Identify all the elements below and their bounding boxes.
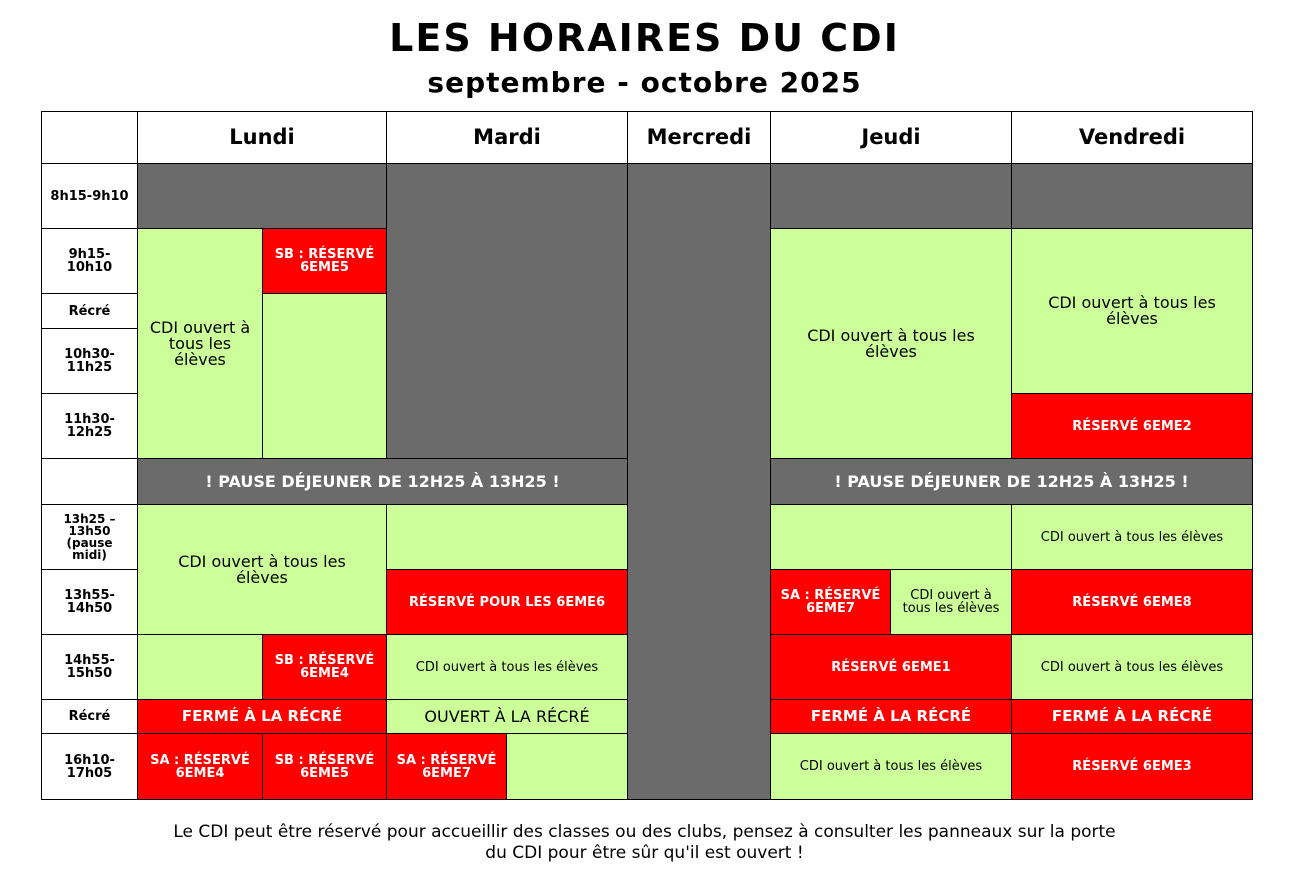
lundi-open-extension [263, 294, 387, 459]
jeudi-cdi-ouvert-1355: CDI ouvert à tous les élèves [891, 570, 1012, 635]
lundi-sb-reserve-6eme5: SB : RÉSERVÉ 6EME5 [263, 229, 387, 294]
footer-note: Le CDI peut être réservé pour accueillir des classes ou des clubs, pensez à consulter les panneaux sur la porte du CDI pour être sûr qu'il est ouvert ! [173, 822, 1116, 863]
lundi-cdi-ouvert-matin: CDI ouvert à tous les élèves [138, 229, 263, 459]
time-label: 11h30- 12h25 [42, 394, 138, 459]
schedule-table [41, 111, 1253, 800]
closed-cell-lundi [138, 164, 387, 229]
time-label: 16h10- 17h05 [42, 734, 138, 800]
time-label: 10h30- 11h25 [42, 329, 138, 394]
lundi-cdi-ouvert-aprem: CDI ouvert à tous les élèves [138, 505, 387, 635]
lundi-sa-reserve-6eme4: SA : RÉSERVÉ 6EME4 [138, 734, 263, 800]
day-header-jeudi: Jeudi [771, 112, 1012, 164]
day-header-mardi: Mardi [387, 112, 628, 164]
lundi-open-1455 [138, 635, 263, 700]
time-label: Récré [42, 294, 138, 329]
closed-cell-mercredi [628, 164, 771, 800]
corner-cell [42, 112, 138, 164]
jeudi-sa-reserve-6eme7: SA : RÉSERVÉ 6EME7 [771, 570, 891, 635]
time-label: 14h55- 15h50 [42, 635, 138, 700]
closed-cell-vendredi [1012, 164, 1253, 229]
time-label: Récré [42, 700, 138, 734]
mardi-open-1325 [387, 505, 628, 570]
jeudi-open-1325 [771, 505, 1012, 570]
day-header-lundi: Lundi [138, 112, 387, 164]
page-subtitle: septembre - octobre 2025 [427, 66, 862, 99]
time-label: 8h15-9h10 [42, 164, 138, 229]
pause-dejeuner-banner: ! PAUSE DÉJEUNER DE 12H25 À 13H25 ! [771, 459, 1253, 505]
time-label-empty [42, 459, 138, 505]
lundi-ferme-recre: FERMÉ À LA RÉCRÉ [138, 700, 387, 734]
jeudi-ferme-recre: FERMÉ À LA RÉCRÉ [771, 700, 1012, 734]
time-label: 9h15- 10h10 [42, 229, 138, 294]
vendredi-reserve-6eme8: RÉSERVÉ 6EME8 [1012, 570, 1253, 635]
day-header-vendredi: Vendredi [1012, 112, 1253, 164]
lundi-sb-reserve-6eme5-1610: SB : RÉSERVÉ 6EME5 [263, 734, 387, 800]
jeudi-reserve-6eme1: RÉSERVÉ 6EME1 [771, 635, 1012, 700]
vendredi-reserve-6eme3: RÉSERVÉ 6EME3 [1012, 734, 1253, 800]
page-title: LES HORAIRES DU CDI [389, 16, 900, 60]
closed-cell-mardi [387, 164, 628, 459]
closed-cell-jeudi [771, 164, 1012, 229]
mardi-cdi-ouvert-1455: CDI ouvert à tous les élèves [387, 635, 628, 700]
lundi-sb-reserve-6eme4: SB : RÉSERVÉ 6EME4 [263, 635, 387, 700]
vendredi-reserve-6eme2: RÉSERVÉ 6EME2 [1012, 394, 1253, 459]
time-label: 13h55- 14h50 [42, 570, 138, 635]
pause-dejeuner-banner: ! PAUSE DÉJEUNER DE 12H25 À 13H25 ! [138, 459, 628, 505]
jeudi-cdi-ouvert-1610: CDI ouvert à tous les élèves [771, 734, 1012, 800]
vendredi-cdi-ouvert-matin: CDI ouvert à tous les élèves [1012, 229, 1253, 394]
day-header-mercredi: Mercredi [628, 112, 771, 164]
time-label: 13h25 – 13h50 (pause midi) [42, 505, 138, 570]
mardi-reserve-6eme6: RÉSERVÉ POUR LES 6EME6 [387, 570, 628, 635]
vendredi-cdi-ouvert-1455: CDI ouvert à tous les élèves [1012, 635, 1253, 700]
vendredi-cdi-ouvert-1325: CDI ouvert à tous les élèves [1012, 505, 1253, 570]
mardi-sa-reserve-6eme7: SA : RÉSERVÉ 6EME7 [387, 734, 507, 800]
mardi-open-1610 [507, 734, 628, 800]
mardi-ouvert-recre: OUVERT À LA RÉCRÉ [387, 700, 628, 734]
jeudi-cdi-ouvert-matin: CDI ouvert à tous les élèves [771, 229, 1012, 459]
vendredi-ferme-recre: FERMÉ À LA RÉCRÉ [1012, 700, 1253, 734]
